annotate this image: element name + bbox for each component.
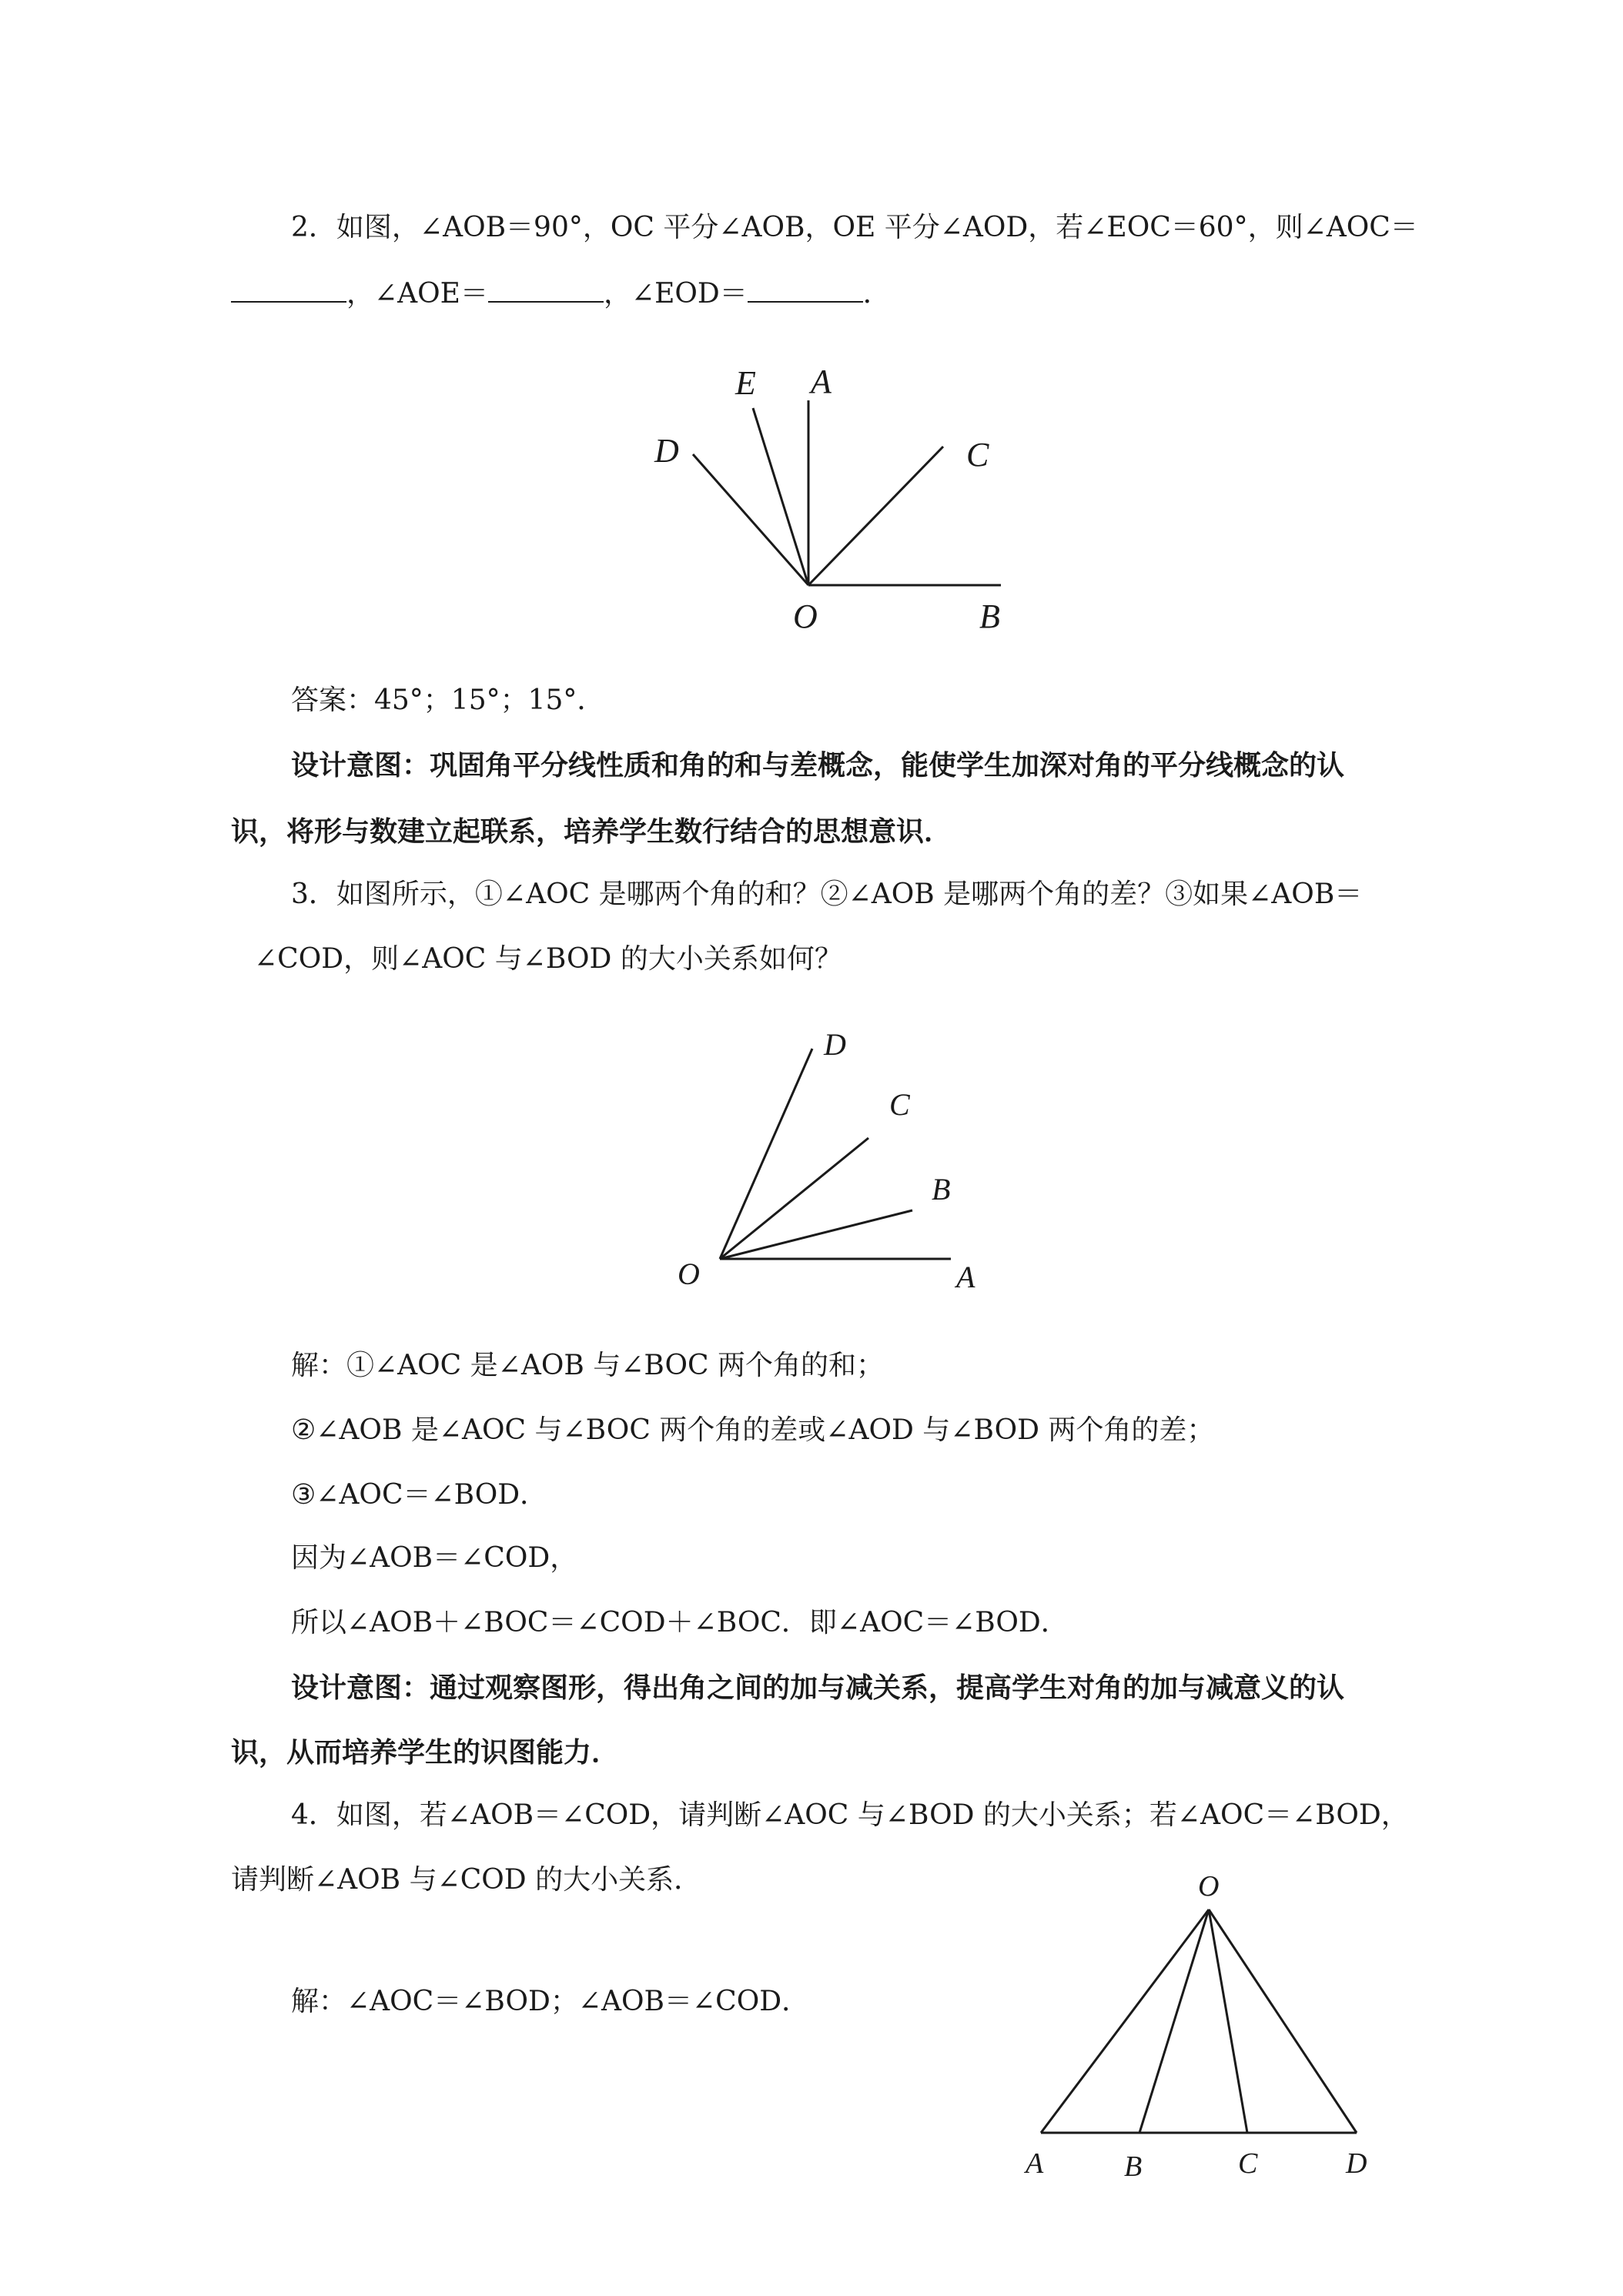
- q3-solution-line5: 所以∠AOB＋∠BOC＝∠COD＋∠BOC．即∠AOC＝∠BOD．: [291, 1607, 1069, 1638]
- label-o-q3: O: [678, 1257, 700, 1291]
- label-a-q3: A: [956, 1260, 975, 1294]
- q3-solution-line4: 因为∠AOB＝∠COD，: [291, 1542, 578, 1574]
- q3-statement-line2: ∠COD，则∠AOC 与∠BOD 的大小关系如何？: [254, 943, 842, 975]
- q3-intent-line2: 识，从而培养学生的识图能力．: [231, 1736, 620, 1769]
- q2-answer: 答案：45°；15°；15°．: [291, 684, 605, 716]
- label-o-q4: O: [1198, 1870, 1220, 1903]
- label-e: E: [735, 364, 756, 402]
- label-o: O: [793, 597, 818, 635]
- label-d: D: [654, 432, 679, 470]
- label-b-q3: B: [932, 1172, 951, 1207]
- label-d-q3: D: [824, 1027, 846, 1062]
- q2-intent-line1: 设计意图：巩固角平分线性质和角的和与差概念，能使学生加深对角的平分线概念的认: [291, 749, 1345, 782]
- q3-solution-line3: ③∠AOC＝∠BOD．: [291, 1479, 548, 1511]
- label-c: C: [966, 436, 989, 474]
- q2-sep2: ，∠EOD＝: [603, 278, 748, 310]
- q4-statement-line1: 4．如图，若∠AOB＝∠COD，请判断∠AOC 与∠BOD 的大小关系；若∠AOC＝∠BOD，: [291, 1799, 1409, 1831]
- segment-oc: [1209, 1909, 1247, 2133]
- segment-od: [1209, 1909, 1357, 2133]
- q2-sep1: ，∠AOE＝: [346, 278, 488, 310]
- label-c-q4: C: [1238, 2147, 1258, 2180]
- q3-solution-line1: 解：①∠AOC 是∠AOB 与∠BOC 两个角的和；: [291, 1350, 885, 1381]
- q3-statement-line1: 3．如图所示，①∠AOC 是哪两个角的和？②∠AOB 是哪两个角的差？③如果∠AOB＝: [291, 879, 1363, 910]
- label-d-q4: D: [1346, 2147, 1367, 2180]
- q4-statement-line2: 请判断∠AOB 与∠COD 的大小关系．: [231, 1864, 702, 1896]
- label-a: A: [811, 363, 832, 400]
- q2-intent-line2: 识，将形与数建立起联系，培养学生数行结合的思想意识．: [231, 815, 952, 848]
- label-c-q3: C: [889, 1087, 910, 1122]
- segment-oa: [1041, 1909, 1209, 2133]
- q3-solution-line2: ②∠AOB 是∠AOC 与∠BOC 两个角的差或∠AOD 与∠BOD 两个角的差；: [291, 1414, 1215, 1446]
- label-a-q4: A: [1026, 2147, 1044, 2180]
- q4-solution: 解：∠AOC＝∠BOD；∠AOB＝∠COD．: [291, 1986, 810, 2017]
- q2-statement-line1: 2．如图，∠AOB＝90°，OC 平分∠AOB，OE 平分∠AOD，若∠EOC＝60°，则∠AOC＝: [291, 212, 1418, 243]
- q2-end: ．: [862, 278, 891, 310]
- label-b-q4: B: [1124, 2150, 1143, 2183]
- segment-ob: [1139, 1909, 1209, 2133]
- label-b: B: [979, 597, 1000, 635]
- q3-intent-line1: 设计意图：通过观察图形，得出角之间的加与减关系，提高学生对角的加与减意义的认: [291, 1672, 1345, 1704]
